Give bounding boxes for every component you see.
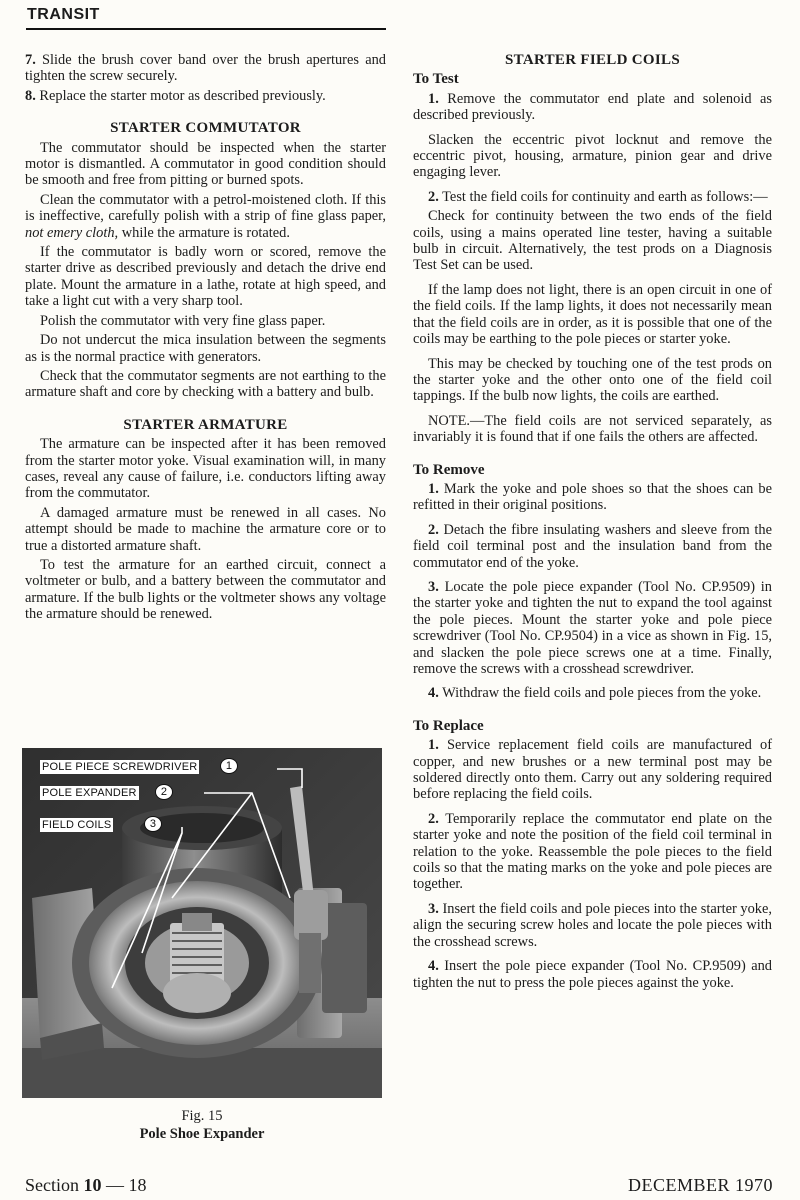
replace-step-1: 1. Service replacement field coils are manufactured of copper, and new brushes or a new terminal post may be soldered directly onto them. Carry out any soldering required before replacing the field coils. bbox=[413, 737, 772, 803]
commutator-paragraph: Polish the commutator with very fine glass paper. bbox=[40, 312, 326, 329]
commutator-paragraph: Clean the commutator with a petrol-moistened cloth. If this is ineffective, carefully polish with a strip of fine glass paper, not emery cloth, while the armature is rotated. bbox=[25, 191, 386, 241]
test-step-1: 1. Remove the commutator end plate and solenoid as described previously. bbox=[413, 90, 772, 124]
armature-paragraph: To test the armature for an earthed circuit, connect a voltmeter or bulb, and a battery between the commutator and armature. If the bulb lights or the voltmeter shows any voltage the armature should be renewed. bbox=[25, 556, 386, 623]
figure-pole-shoe-expander-photo bbox=[22, 748, 382, 1098]
replace-step-2: 2. Temporarily replace the commutator end plate on the starter yoke and note the position of the field coil terminal in relation to the yoke. Reassemble the pole pieces to the field coils so that the mating marks on the yoke and pole pieces are together. bbox=[413, 810, 772, 893]
remove-step-4: 4. Withdraw the field coils and pole pieces from the yoke. bbox=[428, 685, 762, 702]
callout-label-field-coils: FIELD COILS bbox=[42, 819, 112, 831]
test-step-2: 2. Test the field coils for continuity and earth as follows:— bbox=[428, 188, 768, 205]
test-paragraph: Slacken the eccentric pivot locknut and remove the eccentric pivot, housing, armature, pinion gear and drive engaging lever. bbox=[413, 131, 772, 181]
commutator-paragraph: If the commutator is badly worn or scored, remove the starter drive as described previously and detach the drive end plate. Mount the armature in a lathe, rotate at high speed, and take a light cut with a very sharp tool. bbox=[25, 244, 386, 310]
subheading-to-replace: To Replace bbox=[413, 717, 484, 734]
page-footer-date: DECEMBER 1970 bbox=[627, 1175, 773, 1195]
subheading-to-remove: To Remove bbox=[413, 461, 485, 478]
commutator-paragraph: Check that the commutator segments are not earthing to the armature shaft and core by checking with a battery and bulb. bbox=[25, 367, 386, 401]
header-rule bbox=[26, 28, 386, 30]
right-column bbox=[413, 52, 772, 991]
step-7: 7. Slide the brush cover band over the brush apertures and tighten the screw securely. bbox=[25, 52, 386, 85]
manual-header-title: TRANSIT bbox=[27, 6, 100, 23]
armature-paragraph: The armature can be inspected after it has been removed from the starter motor yoke. Visual examination will, in many cases, reveal any cause of failure, i.e. conductors lifting away from the commutator. bbox=[25, 436, 386, 502]
replace-step-4: 4. Insert the pole piece expander (Tool No. CP.9509) and tighten the nut to press the pole pieces against the yoke. bbox=[413, 958, 772, 991]
callout-number-2: 2 bbox=[155, 784, 173, 800]
page-footer-section: Section 10 — 18 bbox=[25, 1175, 147, 1195]
commutator-paragraph: The commutator should be inspected when the starter motor is dismantled. A commutator in good condition should be smooth and free from pitting or burned spots. bbox=[25, 139, 386, 189]
test-paragraph: This may be checked by touching one of the test prods on the starter yoke and the other onto one of the field coil tappings. If the bulb now lights, the coils are earthed. bbox=[413, 355, 772, 405]
test-note: NOTE.—The field coils are not serviced separately, as invariably it is found that if one fails the others are affected. bbox=[413, 412, 772, 446]
callout-label-pole-expander: POLE EXPANDER bbox=[42, 787, 137, 799]
callout-number-1: 1 bbox=[220, 758, 238, 774]
figure-caption-title: Pole Shoe Expander bbox=[139, 1126, 265, 1142]
left-column bbox=[25, 52, 386, 623]
figure-number: Fig. 15 bbox=[181, 1108, 223, 1124]
callout-number-3: 3 bbox=[144, 816, 162, 832]
section-heading-commutator: STARTER COMMUTATOR bbox=[110, 120, 301, 137]
test-paragraph: Check for continuity between the two ends of the field coils, using a mains operated line tester, having a suitable bulb in circuit. Alternatively, the test prods on a Diagnosis Test Set can be used. bbox=[413, 208, 772, 274]
subheading-to-test: To Test bbox=[413, 71, 459, 88]
test-paragraph: If the lamp does not light, there is an open circuit in one of the field coils. If the lamp lights, it does not necessarily mean that the field coils are in order, as it is possible that one of the coils may be earthing to the pole pieces or starter yoke. bbox=[413, 281, 772, 348]
commutator-paragraph: Do not undercut the mica insulation between the segments as is the normal practice with generators. bbox=[25, 332, 386, 365]
replace-step-3: 3. Insert the field coils and pole pieces into the starter yoke, align the securing screw holes and locate the pole pieces with the crosshead screws. bbox=[413, 900, 772, 950]
step-8: 8. Replace the starter motor as described previously. bbox=[25, 87, 326, 104]
remove-step-2: 2. Detach the fibre insulating washers and sleeve from the field coil terminal post and the insulation band from the commutator end of the yoke. bbox=[413, 521, 772, 571]
section-heading-field-coils: STARTER FIELD COILS bbox=[505, 52, 680, 68]
remove-step-3: 3. Locate the pole piece expander (Tool No. CP.9509) in the starter yoke and tighten the nut to expand the tool against the pole pieces. Mount the starter yoke and pole piece screwdriver (Tool No. CP.9504) in a vice as shown in Fig. 15, and slacken the pole piece screws one at a time. Finally, remove the screws with a crosshead screwdriver. bbox=[413, 578, 772, 677]
armature-paragraph: A damaged armature must be renewed in all cases. No attempt should be made to machine the armature core or to true a distorted armature shaft. bbox=[25, 504, 386, 554]
remove-step-1: 1. Mark the yoke and pole shoes so that the shoes can be refitted in their original positions. bbox=[413, 480, 772, 514]
pole-shoe-expander-illustration bbox=[22, 748, 382, 1098]
section-heading-armature: STARTER ARMATURE bbox=[123, 416, 288, 433]
callout-label-pole-piece-screwdriver: POLE PIECE SCREWDRIVER bbox=[42, 761, 198, 773]
